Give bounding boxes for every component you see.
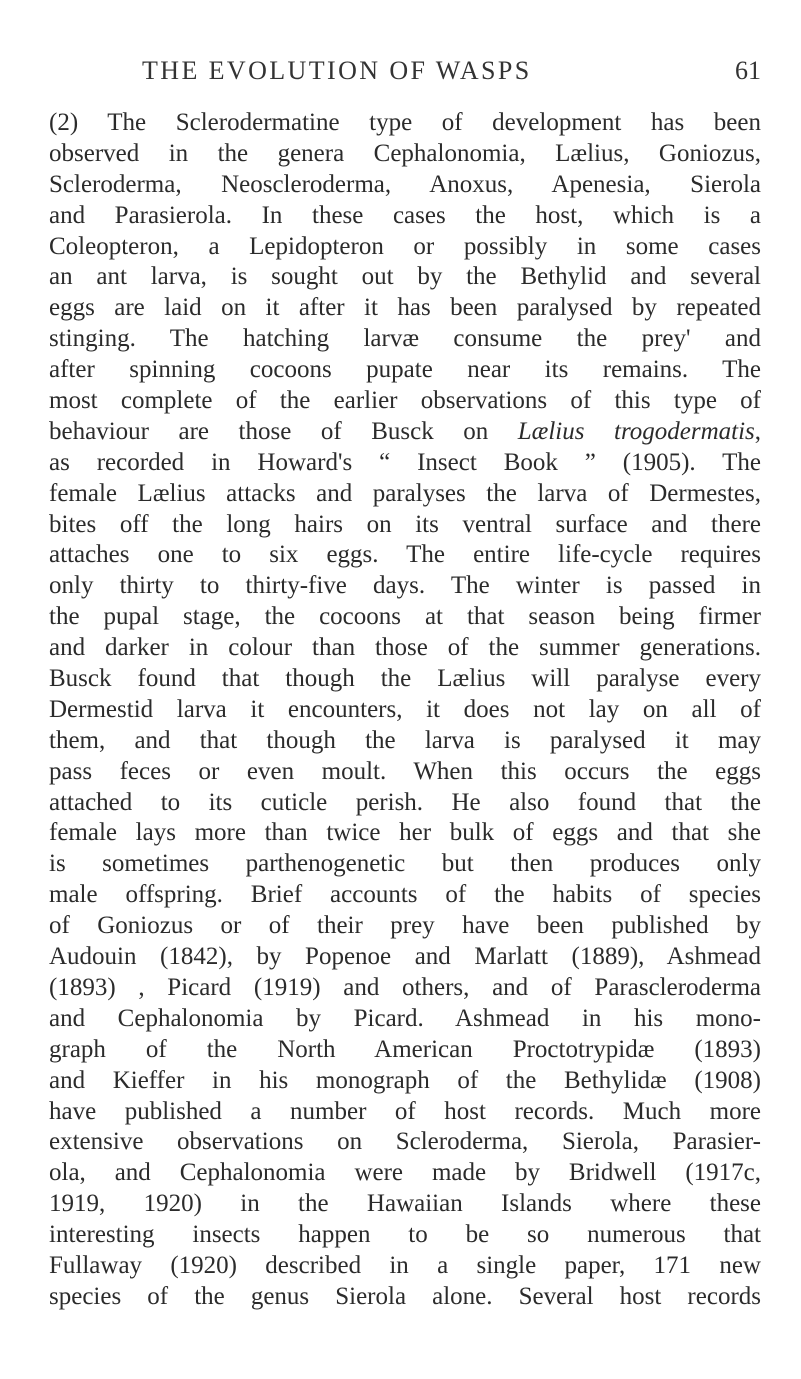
text-line: stinging. The hatching larvæ consume the prey' and [49,325,761,353]
text-line: male offspring. Brief accounts of the habits of species [49,881,761,909]
text-line: Dermestid larva it encounters, it does not lay on all of [49,695,761,723]
text-line: and Cephalonomia by Picard. Ashmead in his mono- [49,1004,761,1032]
text-line: is sometimes parthenogenetic but then produces only [49,850,761,878]
text-line: pass feces or even moult. When this occurs the eggs [49,757,761,785]
species-name: Lælius trogodermatis [517,417,755,445]
text-line: behaviour are those of Busck on Lælius trogodermatis, [49,417,761,445]
text-line: female lays more than twice her bulk of eggs and that she [49,819,761,847]
text-line: and Parasierola. In these cases the host, which is a [49,201,761,229]
text-line: bites off the long hairs on its ventral surface and there [49,510,761,538]
text-line: 1919, 1920) in the Hawaiian Islands where these [49,1190,761,1218]
text-line: Fullaway (1920) described in a single paper, 171 new [49,1251,761,1279]
running-head [0,56,801,96]
text-line: attaches one to six eggs. The entire life-cycle requires [49,541,761,569]
body-paragraph [49,108,761,1313]
text-line: species of the genus Sierola alone. Several host records [49,1282,761,1310]
text-line: female Lælius attacks and paralyses the larva of Dermestes, [49,479,761,507]
text-line: interesting insects happen to be so numerous that [49,1221,761,1249]
text-line: graph of the North American Proctotrypidæ (1893) [49,1035,761,1063]
text-line: only thirty to thirty-five days. The winter is passed in [49,572,761,600]
text-line: observed in the genera Cephalonomia, Lælius, Goniozus, [49,139,761,167]
text-line: most complete of the earlier observations of this type of [49,387,761,415]
text-line: of Goniozus or of their prey have been published by [49,912,761,940]
text-line: (2) The Sclerodermatine type of development has been [49,109,761,136]
running-title: THE EVOLUTION OF WASPS [142,56,532,85]
text-line: and darker in colour than those of the summer generations. [49,634,761,662]
text-line: the pupal stage, the cocoons at that season being firmer [49,603,761,631]
text-line: an ant larva, is sought out by the Bethylid and several [49,263,761,291]
text-line: Scleroderma, Neoscleroderma, Anoxus, Apenesia, Sierola [49,170,761,198]
text-line: Busck found that though the Lælius will paralyse every [49,665,761,693]
text-line: eggs are laid on it after it has been paralysed by repeated [49,294,761,322]
text-line: them, and that though the larva is paralysed it may [49,726,761,754]
text-line: Coleopteron, a Lepidopteron or possibly in some cases [49,232,761,260]
text-line: have published a number of host records. Much more [49,1097,761,1125]
text-line: attached to its cuticle perish. He also found that the [49,788,761,816]
text-line: after spinning cocoons pupate near its remains. The [49,356,761,384]
text-line: Audouin (1842), by Popenoe and Marlatt (1889), Ashmead [49,943,761,971]
text-line: ola, and Cephalonomia were made by Bridwell (1917c, [49,1159,761,1187]
page-number: 61 [735,56,761,85]
text-line: as recorded in Howard's “ Insect Book ” (1905). The [49,448,761,476]
text-line: extensive observations on Scleroderma, Sierola, Parasier- [49,1128,761,1156]
text-line: (1893) , Picard (1919) and others, and of Parascleroderma [49,973,761,1001]
text-line: and Kieffer in his monograph of the Bethylidæ (1908) [49,1066,761,1094]
